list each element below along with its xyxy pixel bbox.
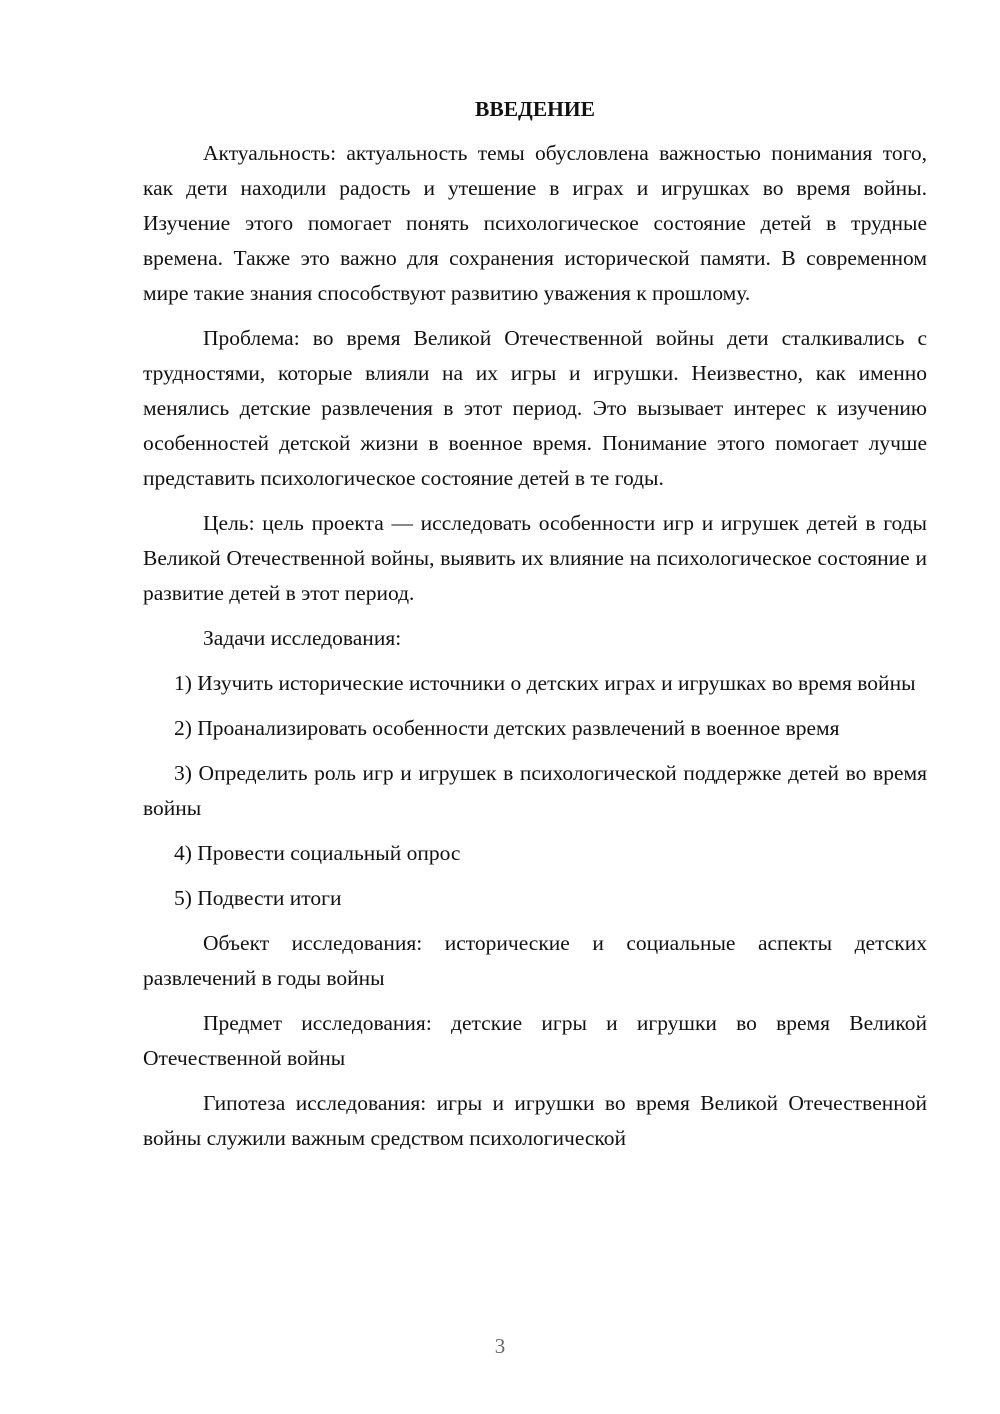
tasks-intro: Задачи исследования: <box>203 626 402 650</box>
task-item: 2) Проанализировать особенности детских развлечений в военное время <box>174 716 840 740</box>
task-item: 4) Провести социальный опрос <box>174 841 461 865</box>
research-object-paragraph: Объект исследования: исторические и социальные аспекты детских развлечений в годы войны <box>143 931 927 990</box>
relevance-paragraph: Актуальность: актуальность темы обусловлена важностью понимания того, как дети находили радость и утешение в играх и игрушках во время войны. Изучение этого помогает понять психологическое состояние детей в трудные времена. Также это важно для сохранения исторической памяти. В современном мире такие знания способствуют развитию уважения к прошлому. <box>143 141 927 305</box>
task-item: 1) Изучить исторические источники о детских играх и игрушках во время войны <box>174 671 916 695</box>
page-number: 3 <box>494 1334 506 1358</box>
hypothesis-paragraph: Гипотеза исследования: игры и игрушки во время Великой Отечественной войны служили важным средством психологической <box>143 1091 927 1150</box>
section-heading: ВВЕДЕНИЕ <box>475 97 595 121</box>
page-content <box>143 92 927 1166</box>
research-subject-paragraph: Предмет исследования: детские игры и игрушки во время Великой Отечественной войны <box>143 1011 927 1070</box>
task-item: 3) Определить роль игр и игрушек в психологической поддержке детей во время войны <box>143 761 927 820</box>
task-item: 5) Подвести итоги <box>174 886 342 910</box>
goal-paragraph: Цель: цель проекта — исследовать особенности игр и игрушек детей в годы Великой Отечественной войны, выявить их влияние на психологическое состояние и развитие детей в этот период. <box>143 511 927 605</box>
problem-paragraph: Проблема: во время Великой Отечественной войны дети сталкивались с трудностями, которые влияли на их игры и игрушки. Неизвестно, как именно менялись детские развлечения в этот период. Это вызывает интерес к изучению особенностей детской жизни в военное время. Понимание этого помогает лучше представить психологическое состояние детей в те годы. <box>143 326 927 490</box>
